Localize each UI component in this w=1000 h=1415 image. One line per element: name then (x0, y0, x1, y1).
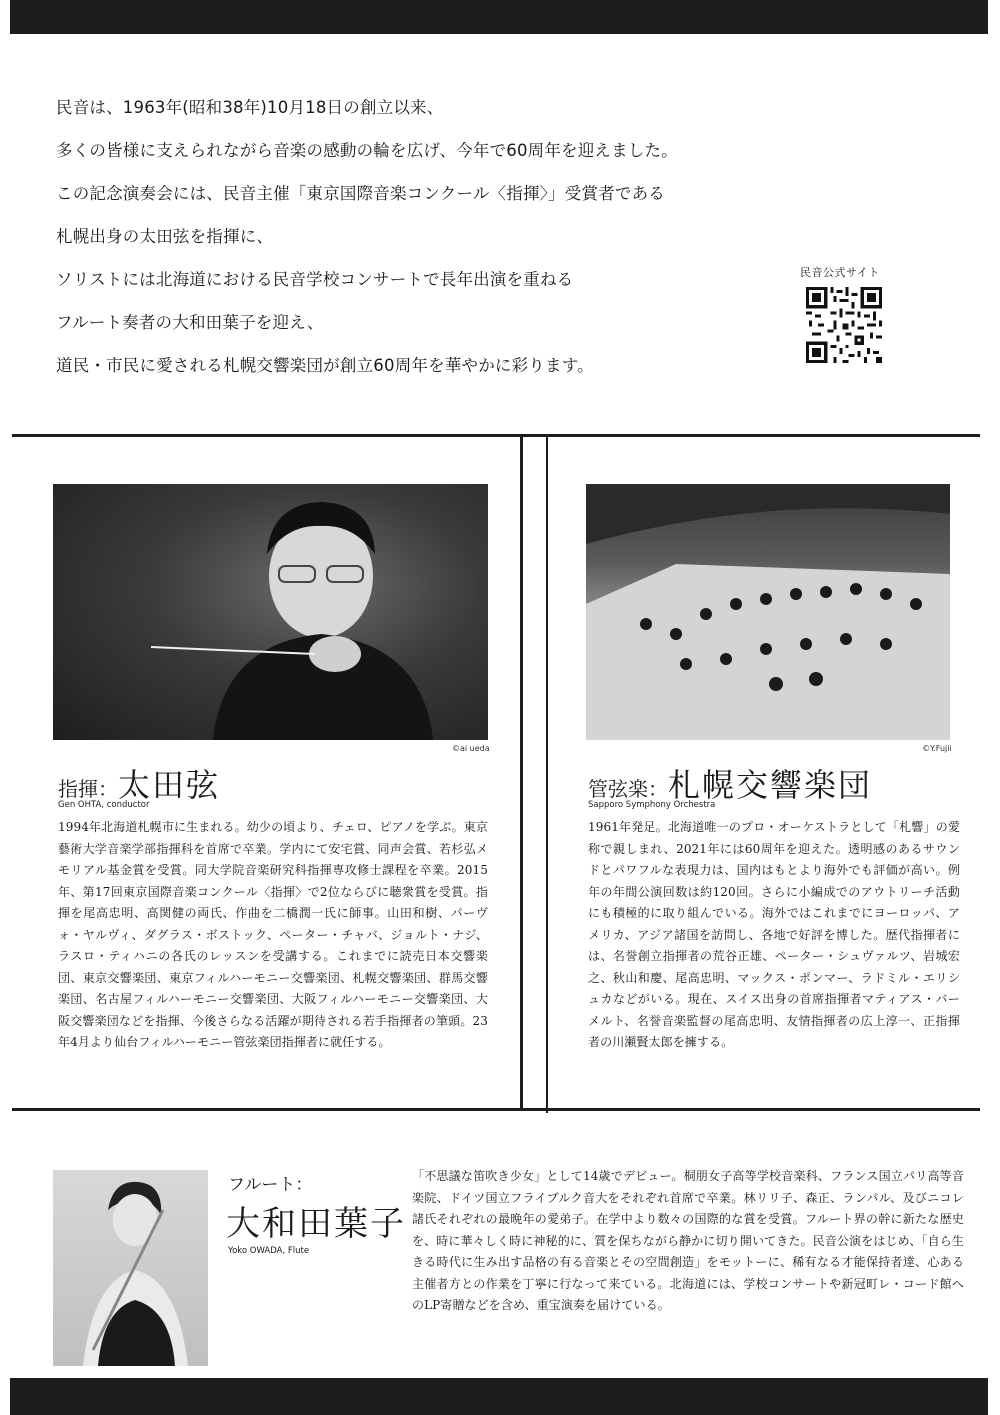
conductor-name-en: Gen OHTA, conductor (58, 800, 150, 810)
flute-bio: 「不思議な笛吹き少女」として14歳でデビュー。桐朋女子高等学校音楽科、フランス国立パリ高等音楽院、ドイツ国立フライブルク音大をそれぞれ首席で卒業。林リリ子、森正、ランパル、及びニコレ諸氏それぞれの最晩年の愛弟子。在学中より数々の国際的な賞を受賞。フルート界の幹に新たな歴史を、時に華々しく時に神秘的に、質を保ちながら静かに切り開いてきた。民音公演をはじめ、「自ら生きる時代に生み出す品格の有る音楽とその空間創造」をモットーに、稀有なる才能保持者達、心ある主催者方との作業を丁寧に行なって来ている。北海道には、学校コンサートや新冠町レ・コード館へのLP寄贈などを含め、重宝演奏を届けている。 (412, 1169, 964, 1312)
orchestra-photo (586, 484, 950, 740)
intro-text (56, 86, 776, 387)
qr-code-icon[interactable] (806, 287, 882, 363)
top-border-bar (10, 0, 988, 34)
orchestra-role: 管弦楽： (588, 777, 668, 801)
photo-credit: ©Y.Fujii (922, 744, 952, 753)
conductor-name: 太田弦 (118, 766, 221, 804)
flute-role: フルート： (228, 1175, 313, 1195)
intro-line: 多くの皆様に支えられながら音楽の感動の輪を広げ、今年で60周年を迎えました。 (56, 141, 678, 160)
flute-name: 大和田葉子 (226, 1204, 406, 1244)
intro-line: 民音は、1963年(昭和38年)10月18日の創立以来、 (56, 98, 444, 117)
qr-label: 民音公式サイト (800, 266, 880, 279)
intro-line: 札幌出身の太田弦を指揮に、 (56, 227, 274, 246)
intro-line: フルート奏者の大和田葉子を迎え、 (56, 313, 324, 332)
conductor-bio: 1994年北海道札幌市に生まれる。幼少の頃より、チェロ、ピアノを学ぶ。東京藝術大学音楽学部指揮科を首席で卒業。学内にて安宅賞、同声会賞、若杉弘メモリアル基金賞を受賞。同大学院音楽研究科指揮専攻修士課程を卒業。2015年、第17回東京国際音楽コンクール〈指揮〉で2位ならびに聴衆賞を受賞。指揮を尾高忠明、高関健の両氏、作曲を二橋潤一氏に師事。山田和樹、パーヴォ・ヤルヴィ、ダグラス・ボストック、ペーター・チャバ、ジョルト・ナジ、ラスロ・ティハニの各氏のレッスンを受講する。これまでに読売日本交響楽団、東京交響楽団、東京フィルハーモニー交響楽団、札幌交響楽団、群馬交響楽団、名古屋フィルハーモニー交響楽団、大阪フィルハーモニー交響楽団、大阪交響楽団などを指揮、今後さらなる活躍が期待される若手指揮者の筆頭。23年4月より仙台フィルハーモニー管弦楽団指揮者に就任する。 (58, 820, 488, 1049)
intro-line: 道民・市民に愛される札幌交響楽団が創立60周年を華やかに彩ります。 (56, 356, 594, 375)
orchestra-bio: 1961年発足。北海道唯一のプロ・オーケストラとして「札響」の愛称で親しまれ、2021年には60周年を迎えた。透明感のあるサウンドとパワフルな表現力は、国内はもとより海外でも評価が高い。例年の年間公演回数は約120回。さらに小編成でのアウトリーチ活動にも積極的に取り組んでいる。海外ではこれまでにヨーロッパ、アメリカ、アジア諸国を訪問し、各地で好評を博した。歴代指揮者には、名誉創立指揮者の荒谷正雄、ペーター・シュヴァルツ、岩城宏之、秋山和慶、尾高忠明、マックス・ポンマー、ラドミル・エリシュカなどがいる。現在、スイス出身の首席指揮者マティアス・バーメルト、名誉音楽監督の尾高忠明、友情指揮者の広上淳一、正指揮者の川瀬賢太郎を擁する。 (588, 820, 960, 1049)
bottom-border-bar (10, 1378, 988, 1415)
photo-credit: ©ai ueda (452, 744, 490, 753)
orchestra-name-en: Sapporo Symphony Orchestra (588, 800, 716, 810)
column-divider (546, 437, 548, 1113)
section-divider (12, 1108, 980, 1111)
intro-line: この記念演奏会には、民音主催「東京国際音楽コンクール〈指揮〉」受賞者である (56, 184, 665, 203)
conductor-role: 指揮： (58, 777, 118, 801)
intro-line: ソリストには北海道における民音学校コンサートで長年出演を重ねる (56, 270, 574, 289)
section-divider (12, 434, 980, 437)
conductor-photo (53, 484, 488, 740)
flute-name-en: Yoko OWADA, Flute (228, 1246, 310, 1256)
flutist-photo (53, 1170, 208, 1366)
orchestra-name: 札幌交響楽団 (668, 766, 873, 804)
column-divider (520, 434, 523, 1110)
